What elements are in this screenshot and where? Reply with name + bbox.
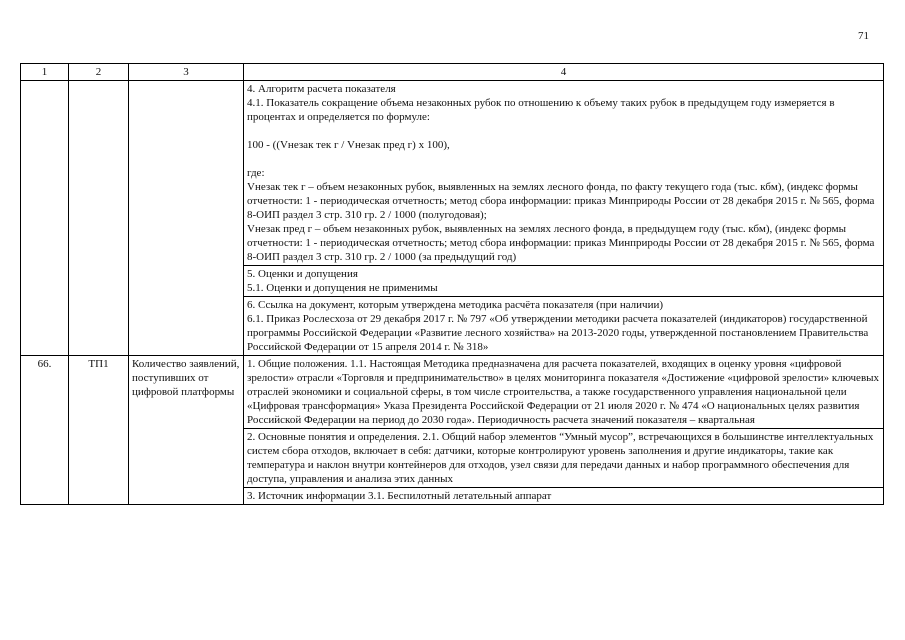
row-code: ТП1 (69, 356, 129, 505)
algorithm-formula: 100 - ((Vнезак тек г / Vнезак пред г) x 100), (247, 139, 450, 151)
empty-cell (69, 81, 129, 356)
empty-cell (129, 81, 244, 356)
page-number: 71 (858, 30, 869, 42)
assumptions-text: 5.1. Оценки и допущения не применимы (247, 282, 438, 294)
concepts-cell: 2. Основные понятия и определения. 2.1. Общий набор элементов “Умный мусор”, встречающихся в большинстве интеллектуальных систем сбора отходов, включает в себя: датчики, которые контролируют уровень заполнения и другие индикаторы, такие как температура и наклон внутри контейнеров для отходов, узел связи для передачи данных и набор программного обеспечения для доступа, управления и анализа этих данных (244, 429, 884, 488)
table-row (21, 356, 884, 429)
algorithm-text: 4.1. Показатель сокращение объема незаконных рубок по отношению к объему таких рубок в предыдущем году измеряется в процентах и определяется по формуле: (247, 97, 835, 123)
algorithm-cell (244, 81, 884, 266)
table-row (21, 81, 884, 266)
methodology-table (20, 63, 884, 505)
indicator-name: Количество заявлений, поступивших от цифровой платформы (129, 356, 244, 505)
general-provisions-cell: 1. Общие положения. 1.1. Настоящая Методика предназначена для расчета показателей, входящих в оценку уровня «цифровой зрелости» отрасли «Торговля и предпринимательство» в целях мониторинга показателя «Достижение «цифровой зрелости» ключевых отраслей экономики и социальной сферы, в том числе строительства, а также государственного управления национальной цели «Цифровая трансформация» Указа Президента Российской Федерации от 21 июля 2020 г. № 474 «О национальных целях развития Российской Федерации на период до 2030 года». Периодичность расчета значений показателя – квартальная (244, 356, 884, 429)
header-col-3: 3 (129, 64, 244, 81)
algorithm-definition-previous: Vнезак пред г – объем незаконных рубок, выявленных на землях лесного фонда, в предыдущем году (тыс. кбм), (индекс формы отчетности: 1 - периодическая отчетность; метод сбора информации: приказ Минприроды России от 28 декабря 2015 г. № 565, форма 8-ОИП раздел 3 стр. 310 гр. 2 / 1000 (за предыдущий год) (247, 223, 875, 263)
reference-text: 6.1. Приказ Рослесхоза от 29 декабря 2017 г. № 797 «Об утверждении методики расчета показателей (индикаторов) государственной программы Российской Федерации «Развитие лесного хозяйства» на 2013-2020 годы, утвержденной постановлением Правительства Российской Федерации от 15 апреля 2014 г. № 318» (247, 313, 869, 353)
reference-cell (244, 297, 884, 356)
row-number: 66. (21, 356, 69, 505)
assumptions-title: 5. Оценки и допущения (247, 268, 358, 280)
assumptions-cell (244, 266, 884, 297)
table-header-row (21, 64, 884, 81)
header-col-4: 4 (244, 64, 884, 81)
algorithm-title: 4. Алгоритм расчета показателя (247, 83, 396, 95)
header-col-1: 1 (21, 64, 69, 81)
reference-title: 6. Ссылка на документ, которым утверждена методика расчёта показателя (при наличии) (247, 299, 664, 311)
algorithm-definition-current: Vнезак тек г – объем незаконных рубок, выявленных на землях лесного фонда, по факту текущего года (тыс. кбм), (индекс формы отчетности: 1 - периодическая отчетность; метод сбора информации: приказ Минприроды России от 28 декабря 2015 г. № 565, форма 8-ОИП раздел 3 стр. 310 гр. 2 / 1000 (полугодовая); (247, 181, 875, 221)
header-col-2: 2 (69, 64, 129, 81)
algorithm-where: где: (247, 167, 265, 179)
empty-cell (21, 81, 69, 356)
source-cell: 3. Источник информации 3.1. Беспилотный летательный аппарат (244, 488, 884, 505)
